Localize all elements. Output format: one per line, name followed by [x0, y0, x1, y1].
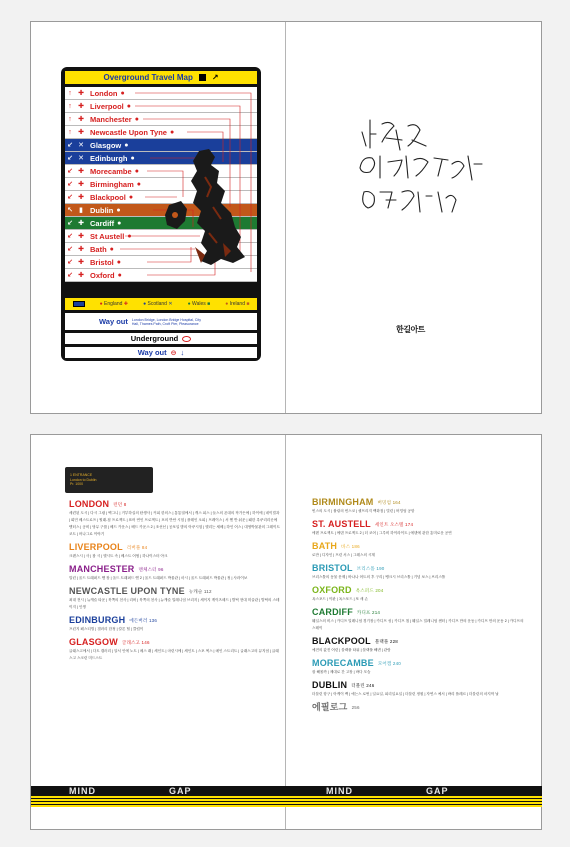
flag-icon: ✚ — [78, 272, 84, 279]
toc-page-number: 뉴캐슬 112 — [188, 589, 212, 594]
route-dot-icon: ● — [134, 167, 139, 175]
flag-icon: ✕ — [78, 155, 84, 162]
board-title — [65, 71, 257, 84]
title-page-right — [286, 22, 541, 413]
toc-page-number: 블랙풀 228 — [374, 639, 399, 644]
toc-page-number: 더블린 246 — [351, 683, 375, 688]
destination-name: London — [90, 88, 118, 98]
cover-page-left — [31, 22, 286, 413]
toc-entry — [69, 542, 281, 560]
toc-page-number: 바스 186 — [341, 544, 360, 549]
direction-arrow-icon: ↙ — [67, 142, 73, 149]
direction-arrow-icon: ↑ — [68, 102, 72, 110]
toc-title: CARDIFF — [312, 607, 353, 617]
toc-entry — [312, 563, 524, 581]
direction-arrow-icon: ↑ — [68, 128, 72, 136]
toc-subitems: 크랜스시 | 사 | 참 시 | 엘시트 속 | 베스트 어썸 | 하나이스터 아크 — [69, 554, 168, 558]
toc-subitems: 옥스포드 | 이판 | 옥스포드 | 또 새 손 — [312, 597, 368, 601]
destination-name: Newcastle Upon Tyne — [90, 127, 167, 137]
toc-entry — [312, 497, 524, 515]
route-dot-icon: ● — [117, 219, 122, 227]
toc-title: MANCHESTER — [69, 564, 135, 574]
direction-arrow-icon: ↙ — [67, 168, 73, 175]
toc-entry — [312, 607, 524, 632]
route-dot-icon: ● — [134, 115, 139, 123]
destination-name: Cardiff — [90, 218, 115, 228]
flag-icon: ✚ — [78, 103, 84, 110]
route-dot-icon: ● — [120, 89, 125, 97]
destination-name: Dublin — [90, 205, 114, 215]
country-legend — [65, 298, 257, 310]
contents-page-left — [31, 435, 286, 829]
toc-subitems: 로만 | 디자인 | 프린 서스 | 그레스의 시계 — [312, 553, 375, 557]
direction-arrow-icon: ↙ — [67, 194, 73, 201]
route-dot-icon: ● — [126, 102, 131, 110]
route-dot-icon: ● — [116, 258, 121, 266]
flag-icon: ✕ — [78, 142, 84, 149]
destination-name: St Austell — [90, 231, 125, 241]
contents-spread — [30, 434, 542, 830]
route-dot-icon: ● — [130, 154, 135, 162]
destination-name: Edinburgh — [90, 153, 128, 163]
toc-page-number: 에든버러 136 — [129, 618, 158, 623]
toc-page-number: 옥스퍼드 204 — [355, 588, 384, 593]
flag-icon: ✚ — [78, 181, 84, 188]
board-title-text: Overground Travel Map — [103, 73, 193, 82]
toc-right — [312, 497, 524, 717]
toc-title: GLASGOW — [69, 637, 118, 647]
toc-subitems: 프린지 페스티벌 | 겔러리 한정 | 칼톤 힐 | 클럽이 — [69, 627, 144, 631]
toc-subitems: 웨일스의 비스 | 카디프 밀레니엄 경기장 | 카디프 성 | 카디프 첩 | 웨일스 밀레니엄 센터 | 카디프 만의 운동 | 카디프 만의 운동 2 | 카디프의 스테이 — [312, 619, 524, 630]
flag-icon: ✚ — [78, 116, 84, 123]
toc-entry — [312, 636, 524, 654]
toc-subitems: 더블린 항구 | 아케이 백 | 애는스 로번 | 일요일, 피리일요일 | 더블린 정원 | 자연스 예서 | 바리 플레르 | 더블린의 마지막 날 — [312, 692, 499, 696]
toc-title: EDINBURGH — [69, 615, 126, 625]
toc-title: 에필로그 — [312, 702, 348, 712]
toc-title: OXFORD — [312, 585, 352, 595]
toc-page-number: 256 — [351, 705, 360, 710]
toc-entry — [69, 615, 281, 633]
arrow-ne-icon: ↗ — [211, 73, 219, 82]
toc-title: NEWCASTLE UPON TYNE — [69, 586, 185, 596]
ticket-graphic — [65, 467, 153, 493]
gap-text-right: GAP — [426, 786, 449, 796]
direction-arrow-icon: ↙ — [67, 220, 73, 227]
toc-entry — [312, 541, 524, 559]
legend-ireland: ● Ireland ■ — [225, 301, 250, 307]
toc-entry — [312, 658, 524, 676]
train-icon — [199, 74, 206, 81]
toc-title: BATH — [312, 541, 338, 551]
destination-name: Bristol — [90, 257, 114, 267]
flag-icon: ✚ — [78, 194, 84, 201]
toc-title: MORECAMBE — [312, 658, 374, 668]
legend-scotland: ● Scotland ✕ — [143, 301, 173, 307]
toc-title: BRISTOL — [312, 563, 353, 573]
toc-subitems: 잘 해볼까 | 제대로 간 고장 | 바다 모습 — [312, 670, 371, 674]
toc-subitems: 세련된 도시 | 다시 그림 | 벡그니 | 거부하실의 탄생사 | 커피 한의스 | 통통열에서 | 캐스 피스 | 들스의 폰대의 작가든에 | 하이에 | 네이빌과 | 회민 베스트로프 | 힐래-첨 프로젝트 | 표어 연인 프로젝트 | 포의 반안 시험 | 플레인 오피 | 프레이스 | 서 엔 반 쉬운 | 패한 록쿠리리곳에 엔터스 | 공비 | 당무 구룹 | 베드 카운스 | 베드 카운스 2 | 조선선 | 공포일 밤의 아쿠시험 | 엘리는 세베 | 하인 어스 | 대영박물관의 그레이트 코트 | 어나그로 이야기 — [69, 511, 280, 536]
toc-subitems: 브리스틀의 동물 문제 | 바나나 어트의 후 구리 | 뱅크시 브리스톨 | 기념 보스 | 브리스톨 — [312, 575, 446, 579]
toc-page-number: 글래스고 146 — [121, 640, 150, 645]
direction-arrow-icon: ↖ — [67, 207, 73, 214]
route-dot-icon: ● — [109, 245, 114, 253]
toc-subitems: 말린 | 올드 트래퍼드 엔 장 | 올드 트래퍼드 엔 2 | 올드 트래퍼드 박물관 | 마시 | 올드 트래퍼드 박물관 | 정 | 사라이보 — [69, 576, 248, 580]
direction-arrow-icon: ↙ — [67, 155, 73, 162]
direction-arrow-icon: ↙ — [67, 272, 73, 279]
ticket-line-2: London to Dublin — [70, 477, 97, 482]
toc-page-number: 세인트 오스텔 174 — [374, 522, 414, 527]
legend-flag-icon — [73, 301, 85, 307]
toc-entry — [312, 680, 524, 698]
flag-icon: ✚ — [78, 233, 84, 240]
underground-sign — [65, 333, 257, 344]
toc-page-number: 카디프 214 — [356, 610, 381, 615]
destination-name: Liverpool — [90, 101, 124, 111]
destination-name: Birmingham — [90, 179, 134, 189]
toc-title: LONDON — [69, 499, 110, 509]
toc-entry — [69, 499, 281, 538]
legend-england: ● England ✚ — [99, 301, 128, 307]
direction-arrow-icon: ↑ — [68, 115, 72, 123]
toc-subitems: 에덴 프로젝트 | 에덴 프로젝트 2 | 더 코어 | 그루비 하이라이트 | 에덴에 관한 흥미로운 공연 — [312, 531, 452, 535]
route-dot-icon: ● — [117, 271, 122, 279]
roundel-icon: ⊖ — [170, 349, 177, 357]
destination-name: Manchester — [90, 114, 132, 124]
ticket-line-1: 1 ENTRANCE — [70, 473, 93, 477]
underground-label: Underground — [130, 334, 179, 343]
toc-page-number: 모어캠 240 — [377, 661, 402, 666]
mind-gap-strip-right — [286, 786, 542, 796]
direction-arrow-icon: ↙ — [67, 246, 73, 253]
flag-icon: ✚ — [78, 246, 84, 253]
route-dot-icon: ● — [124, 141, 129, 149]
destination-name: Blackpool — [90, 192, 126, 202]
toc-page-number: 맨체스터 96 — [138, 567, 164, 572]
toc-title: DUBLIN — [312, 680, 348, 690]
toc-page-number: 브리스틀 190 — [356, 566, 385, 571]
underground-roundel-icon — [182, 336, 191, 342]
route-dot-icon: ● — [136, 180, 141, 188]
direction-arrow-icon: ↙ — [67, 259, 73, 266]
legend-wales: ● Wales ■ — [187, 301, 211, 307]
toc-left — [69, 499, 281, 666]
toc-page-number: 리버풀 84 — [126, 545, 148, 550]
direction-arrow-icon: ↑ — [68, 89, 72, 97]
ticket-line-3: Pr. 1000 — [70, 482, 84, 486]
toc-title: BLACKPOOL — [312, 636, 371, 646]
mind-text-right: MIND — [326, 786, 353, 796]
toc-entry — [69, 637, 281, 662]
gap-text: GAP — [169, 786, 192, 796]
publisher-logo-text: 한길아트 — [396, 325, 425, 334]
way-out-label: Way out — [99, 317, 128, 326]
destination-name: Bath — [90, 244, 107, 254]
yellow-stripe-band-right — [286, 796, 542, 807]
toc-subitems: 최대 전시 | 뉴캐슬 타운 | 북쪽의 천사 | 리버 | 북쪽의 천사 | 뉴캐슬 밀레니엄 브리지 | 세이지 게이츠헤드 | 발틱 현대 미술관 | 발틱의 스테이지 | 인생 — [69, 598, 280, 609]
way-out-detail: London Bridge, London Bridge Hospital, City Hall, Thames Path, Croft Pier, Pleasurance — [131, 317, 201, 326]
way-out-label-2: Way out — [137, 348, 167, 357]
way-out-sign-2 — [65, 347, 257, 358]
uk-map-illustration — [161, 147, 249, 277]
destination-name: Glasgow — [90, 140, 122, 150]
toc-entry — [312, 585, 524, 603]
flag-icon: ✚ — [78, 220, 84, 227]
toc-title: LIVERPOOL — [69, 542, 123, 552]
toc-page-number: 버밍엄 164 — [377, 500, 401, 505]
toc-title: BIRMINGHAM — [312, 497, 374, 507]
flag-icon: ✚ — [78, 259, 84, 266]
toc-subitems: 빈스의 도시 | 불링의 빈스코 | 셀프리지 백화점 | 빌린 | 버밍엄 공항 — [312, 509, 415, 513]
toc-entry — [312, 519, 524, 537]
yellow-stripe-band — [31, 796, 287, 807]
flag-icon: ✚ — [78, 90, 84, 97]
route-dot-icon: ● — [128, 193, 134, 201]
mind-text: MIND — [69, 786, 96, 796]
top-spread — [30, 21, 542, 414]
direction-arrow-icon: ↙ — [67, 233, 73, 240]
route-dot-icon: ● — [116, 206, 121, 214]
contents-page-right — [286, 435, 541, 829]
toc-title: ST. AUSTELL — [312, 519, 371, 529]
flag-icon: ✚ — [78, 168, 84, 175]
direction-arrow-icon: ↙ — [67, 181, 73, 188]
destination-name: Morecambe — [90, 166, 132, 176]
arrow-down-icon: ↓ — [180, 348, 185, 357]
destination-name: Oxford — [90, 270, 115, 280]
way-out-sign — [65, 313, 257, 330]
flag-icon: ▮ — [79, 207, 83, 214]
handwritten-title-lettering — [356, 112, 506, 222]
route-dot-icon: ● — [127, 232, 132, 240]
toc-page-number: 런던 8 — [113, 502, 127, 507]
travel-board — [61, 67, 261, 361]
flag-icon: ✚ — [78, 129, 84, 136]
toc-subitems: 예전의 값진 어린 | 블랙풀 타워 | 블랙풀 해변 | 관람 — [312, 648, 391, 652]
toc-entry — [69, 586, 281, 611]
toc-subitems: 글래스고에서 | 다트 갤러리 | 알서 인에 노트 | 메스 래 | 세인트 | 마린시에 | 세인트 | 스포 섹스 | 메인 스트리트 | 글래스고의 뮤지엄 | 글래스고 스크린 미드스트 — [69, 649, 279, 660]
route-dot-icon: ● — [169, 128, 175, 136]
toc-entry — [69, 564, 281, 582]
toc-entry — [312, 702, 524, 713]
mind-gap-strip — [31, 786, 287, 796]
